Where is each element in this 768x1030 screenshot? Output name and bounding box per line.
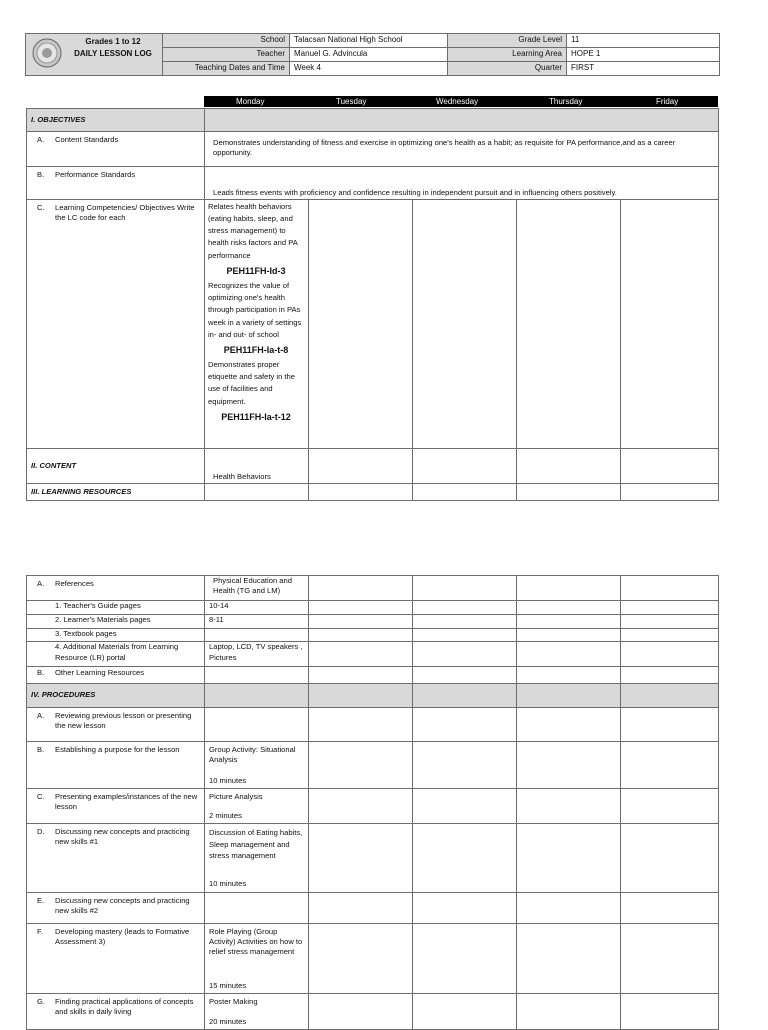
learning-competencies-label: [27, 200, 205, 449]
learning-competencies-tuesday: [309, 200, 413, 449]
proc-fill-monday: [205, 683, 309, 707]
references-label: [27, 576, 205, 601]
competency-text-1: Relates health behaviors (eating habits, sleep, and stress management) to health risks factors and PA performance: [208, 202, 298, 260]
teaching-dates-value: Week 4: [290, 62, 448, 76]
content-value: Health Behaviors: [205, 449, 309, 484]
deped-seal-icon: [32, 38, 62, 68]
content-standards-key: A.: [37, 135, 45, 144]
teaching-dates-label: Teaching Dates and Time: [163, 62, 290, 76]
content-standards-value: Demonstrates understanding of fitness and exercise in optimizing one's health as a habit; as requisite for PA performance,and as a career opportunity.: [205, 132, 719, 167]
proc-fill-wednesday: [413, 683, 517, 707]
procedure-d-text: Discussing new concepts and practicing new skills #1: [55, 826, 190, 846]
procedure-g-time: 20 minutes: [209, 1016, 247, 1026]
other-resources-key: B.: [37, 667, 45, 677]
learners-materials-label: 2. Learner's Materials pages: [27, 614, 205, 628]
competency-code-2: PEH11FH-Ia-t-8: [223, 344, 289, 355]
content-friday: [621, 449, 719, 484]
day-friday: Friday: [656, 97, 679, 106]
day-header-bar: [204, 96, 718, 107]
teachers-guide-value: 10-14: [205, 600, 309, 614]
procedure-c-time: 2 minutes: [209, 810, 242, 820]
content-section-title: II. CONTENT: [27, 449, 205, 484]
lesson-log-header: [25, 33, 719, 75]
procedure-b-label: [27, 741, 205, 788]
learning-area-label: Learning Area: [448, 48, 567, 62]
content-standards-label: [27, 132, 205, 167]
teacher-value: Manuel G. Advincula: [290, 48, 448, 62]
textbook-pages-label: 3. Textbook pages: [27, 629, 205, 642]
procedure-f-value: [205, 923, 309, 993]
learning-competencies-wednesday: [413, 200, 517, 449]
procedure-g-text: Finding practical applications of concepts and skills in daily living: [55, 996, 194, 1016]
procedure-e-key: E.: [37, 895, 45, 905]
content-wednesday: [413, 449, 517, 484]
procedure-c-activity: Picture Analysis: [209, 791, 263, 801]
procedure-d-time: 10 minutes: [209, 878, 247, 888]
procedure-b-key: B.: [37, 744, 45, 754]
objectives-section-title: I. OBJECTIVES: [27, 109, 205, 132]
procedure-f-text: Developing mastery (leads to Formative Assessment 3): [55, 926, 190, 946]
day-wednesday: Wednesday: [436, 97, 479, 106]
learners-materials-value: 8-11: [205, 614, 309, 628]
learning-competencies-thursday: [517, 200, 621, 449]
proc-fill-friday: [621, 683, 719, 707]
additional-materials-value: Laptop, LCD, TV speakers , Pictures: [205, 642, 309, 667]
school-value: Talacsan National High School: [290, 34, 448, 48]
day-tuesday: Tuesday: [336, 97, 367, 106]
procedure-a-key: A.: [37, 710, 45, 720]
objectives-table: [26, 108, 719, 501]
learning-competencies-text: Learning Competencies/ Objectives Write the LC code for each: [55, 203, 195, 223]
school-label: School: [163, 34, 290, 48]
procedure-d-value: [205, 823, 309, 892]
learning-resources-section-title: III. LEARNING RESOURCES: [27, 484, 205, 501]
header-logo-cell: [26, 34, 163, 76]
competency-text-3: week in a variety of settings in- and out- of school: [208, 317, 302, 339]
lr-tuesday: [309, 484, 413, 501]
procedure-a-text: Reviewing previous lesson or presenting the new lesson: [55, 710, 192, 730]
learning-competencies-key: C.: [37, 203, 45, 212]
day-thursday: Thursday: [549, 97, 583, 106]
proc-fill-thursday: [517, 683, 621, 707]
teacher-label: Teacher: [163, 48, 290, 62]
content-standards-text: Content Standards: [55, 135, 119, 144]
header-title: [68, 36, 158, 60]
day-monday: Monday: [236, 97, 265, 106]
procedures-section-title: IV. PROCEDURES: [27, 683, 205, 707]
lr-thursday: [517, 484, 621, 501]
competency-code-1: PEH11FH-Id-3: [226, 265, 286, 276]
procedure-d-activity: Discussion of Eating habits, Sleep management and stress management: [209, 827, 303, 861]
procedure-c-value: [205, 788, 309, 823]
procedure-c-text: Presenting examples/instances of the new lesson: [55, 791, 198, 811]
learning-area-value: HOPE 1: [567, 48, 720, 62]
performance-standards-label: [27, 167, 205, 200]
performance-standards-value: Leads fitness events with proficiency and confidence resulting in independent pursuit and in influencing others positively.: [205, 167, 719, 200]
procedure-b-activity: Group Activity: Situational Analysis: [209, 744, 296, 764]
procedure-c-key: C.: [37, 791, 45, 801]
procedure-a-value: [205, 707, 309, 741]
procedure-e-label: [27, 892, 205, 923]
competency-code-3: PEH11FH-Ia-t-12: [221, 411, 291, 422]
quarter-value: FIRST: [567, 62, 720, 76]
competency-text-4: Demonstrates proper etiquette and safety in the use of facilities and equipment.: [208, 360, 295, 406]
competency-text-2: Recognizes the value of optimizing one's health through participation in PAs: [208, 281, 301, 315]
grades-label: Grades 1 to 12: [85, 37, 141, 46]
performance-standards-key: B.: [37, 170, 45, 179]
log-title: DAILY LESSON LOG: [74, 49, 152, 58]
procedure-f-key: F.: [37, 926, 43, 936]
procedure-f-label: [27, 923, 205, 993]
procedure-b-time: 10 minutes: [209, 775, 247, 785]
procedures-table: [26, 575, 719, 1030]
references-text: References: [55, 579, 94, 588]
proc-fill-tuesday: [309, 683, 413, 707]
quarter-label: Quarter: [448, 62, 567, 76]
lr-wednesday: [413, 484, 517, 501]
procedure-d-key: D.: [37, 826, 45, 836]
procedure-g-activity: Poster Making: [209, 996, 258, 1006]
learning-competencies-friday: [621, 200, 719, 449]
grade-level-label: Grade Level: [448, 34, 567, 48]
procedure-f-time: 15 minutes: [209, 980, 247, 990]
learning-competencies-monday: [205, 200, 309, 449]
procedure-c-label: [27, 788, 205, 823]
procedure-a-label: [27, 707, 205, 741]
teachers-guide-label: 1. Teacher's Guide pages: [27, 600, 205, 614]
other-resources-label: [27, 666, 205, 683]
references-key: A.: [37, 579, 45, 588]
lr-monday: [205, 484, 309, 501]
lr-friday: [621, 484, 719, 501]
procedure-g-key: G.: [37, 996, 46, 1006]
content-tuesday: [309, 449, 413, 484]
procedure-e-value: [205, 892, 309, 923]
procedure-e-text: Discussing new concepts and practicing new skills #2: [55, 895, 190, 915]
procedure-b-value: [205, 741, 309, 788]
additional-materials-label: 4. Additional Materials from Learning Resource (LR) portal: [27, 642, 205, 667]
other-resources-text: Other Learning Resources: [55, 667, 145, 677]
textbook-pages-value: [205, 629, 309, 642]
other-resources-value: [205, 666, 309, 683]
procedure-d-label: [27, 823, 205, 892]
objectives-section-fill: [205, 109, 719, 132]
procedure-f-activity: Role Playing (Group Activity) Activities on how to relief stress management: [209, 926, 303, 957]
content-thursday: [517, 449, 621, 484]
references-value: Physical Education and Health (TG and LM): [205, 576, 309, 601]
performance-standards-text: Performance Standards: [55, 170, 136, 179]
procedure-b-text: Establishing a purpose for the lesson: [55, 744, 180, 754]
grade-level-value: 11: [567, 34, 720, 48]
